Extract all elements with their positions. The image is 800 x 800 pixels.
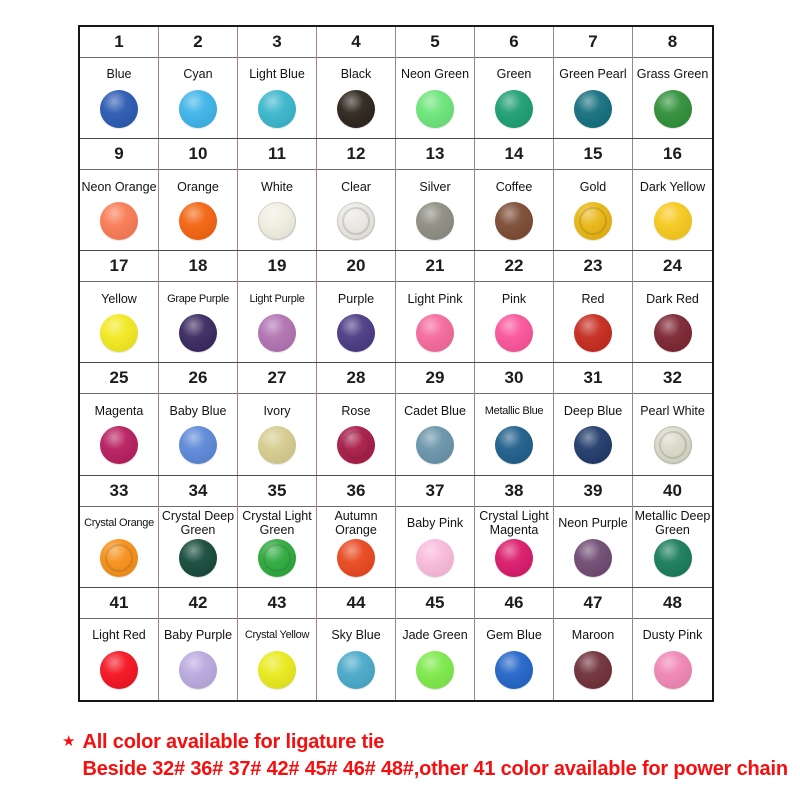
color-cell-46 bbox=[475, 588, 554, 700]
color-swatch bbox=[100, 539, 138, 577]
color-name: White bbox=[261, 179, 293, 194]
color-name: Cadet Blue bbox=[404, 403, 466, 418]
color-swatch bbox=[179, 314, 217, 352]
color-number: 38 bbox=[475, 476, 553, 507]
color-cell-28 bbox=[317, 363, 396, 474]
color-number: 33 bbox=[80, 476, 158, 507]
footer-line-1: All color available for ligature tie bbox=[82, 731, 385, 753]
color-swatch bbox=[495, 314, 533, 352]
color-name: Neon Orange bbox=[81, 179, 157, 194]
color-name: Orange bbox=[177, 179, 219, 194]
color-swatch bbox=[495, 651, 533, 689]
color-cell-7 bbox=[554, 27, 633, 138]
color-number: 30 bbox=[475, 363, 553, 394]
color-cell-content bbox=[238, 170, 316, 250]
color-cell-41 bbox=[80, 588, 159, 700]
color-name: Autumn Orange bbox=[334, 509, 378, 537]
color-swatch bbox=[179, 426, 217, 464]
color-name: Sky Blue bbox=[331, 628, 381, 643]
color-name: Crystal Orange bbox=[84, 516, 154, 529]
color-name: Green bbox=[496, 67, 532, 82]
color-cell-content bbox=[238, 619, 316, 700]
color-name: Metallic Deep Green bbox=[634, 509, 711, 537]
color-number: 40 bbox=[633, 476, 712, 507]
color-cell-6 bbox=[475, 27, 554, 138]
color-number: 12 bbox=[317, 139, 395, 170]
color-swatch bbox=[495, 539, 533, 577]
color-swatch bbox=[179, 202, 217, 240]
color-cell-43 bbox=[238, 588, 317, 700]
color-swatch bbox=[258, 651, 296, 689]
color-number: 26 bbox=[159, 363, 237, 394]
color-swatch bbox=[654, 539, 692, 577]
color-name: Purple bbox=[337, 291, 375, 306]
color-name: Jade Green bbox=[402, 628, 468, 643]
footer-note bbox=[62, 729, 788, 783]
color-name: Green Pearl bbox=[559, 67, 627, 82]
color-cell-27 bbox=[238, 363, 317, 474]
color-name: Maroon bbox=[571, 628, 615, 643]
color-number: 14 bbox=[475, 139, 553, 170]
color-cell-content bbox=[159, 170, 237, 250]
color-number: 47 bbox=[554, 588, 632, 619]
color-swatch bbox=[416, 426, 454, 464]
color-name: Magenta bbox=[94, 403, 144, 418]
color-cell-3 bbox=[238, 27, 317, 138]
color-cell-17 bbox=[80, 251, 159, 362]
color-number: 37 bbox=[396, 476, 474, 507]
color-swatch bbox=[416, 90, 454, 128]
color-cell-48 bbox=[633, 588, 712, 700]
color-name: Light Purple bbox=[249, 292, 305, 305]
color-cell-content bbox=[633, 507, 712, 587]
color-name: Dusty Pink bbox=[642, 628, 703, 643]
color-cell-content bbox=[159, 58, 237, 138]
color-cell-content bbox=[396, 170, 474, 250]
color-cell-content bbox=[317, 394, 395, 474]
color-number: 34 bbox=[159, 476, 237, 507]
color-cell-content bbox=[238, 394, 316, 474]
color-number: 1 bbox=[80, 27, 158, 58]
color-cell-40 bbox=[633, 476, 712, 587]
color-swatch bbox=[574, 426, 612, 464]
color-name: Gold bbox=[579, 179, 607, 194]
color-swatch bbox=[416, 314, 454, 352]
color-number: 9 bbox=[80, 139, 158, 170]
color-cell-22 bbox=[475, 251, 554, 362]
color-cell-content bbox=[475, 507, 553, 587]
color-cell-45 bbox=[396, 588, 475, 700]
color-cell-content bbox=[554, 619, 632, 700]
color-number: 27 bbox=[238, 363, 316, 394]
color-number: 3 bbox=[238, 27, 316, 58]
color-cell-31 bbox=[554, 363, 633, 474]
color-number: 19 bbox=[238, 251, 316, 282]
color-swatch bbox=[574, 539, 612, 577]
color-cell-30 bbox=[475, 363, 554, 474]
color-cell-content bbox=[554, 170, 632, 250]
color-swatch bbox=[654, 651, 692, 689]
color-swatch bbox=[258, 314, 296, 352]
color-name: Grass Green bbox=[636, 67, 709, 82]
color-name: Grape Purple bbox=[167, 292, 229, 305]
color-name: Dark Red bbox=[646, 291, 699, 306]
color-number: 2 bbox=[159, 27, 237, 58]
color-name: Rose bbox=[341, 403, 371, 418]
color-swatch bbox=[654, 314, 692, 352]
color-cell-content bbox=[80, 170, 158, 250]
footer-line-2: Beside 32# 36# 37# 42# 45# 46# 48#,other 41 color available for power chain bbox=[82, 758, 788, 780]
color-number: 20 bbox=[317, 251, 395, 282]
color-number: 35 bbox=[238, 476, 316, 507]
color-cell-25 bbox=[80, 363, 159, 474]
color-cell-content bbox=[633, 58, 712, 138]
color-cell-content bbox=[554, 394, 632, 474]
color-swatch bbox=[258, 426, 296, 464]
color-name: Light Blue bbox=[249, 67, 305, 82]
color-name: Crystal Light Magenta bbox=[479, 509, 549, 537]
color-swatch bbox=[416, 202, 454, 240]
color-grid bbox=[78, 25, 714, 702]
color-number: 25 bbox=[80, 363, 158, 394]
color-cell-content bbox=[633, 170, 712, 250]
color-cell-18 bbox=[159, 251, 238, 362]
color-swatch bbox=[258, 202, 296, 240]
color-cell-content bbox=[317, 507, 395, 587]
color-swatch bbox=[100, 426, 138, 464]
color-number: 41 bbox=[80, 588, 158, 619]
color-cell-content bbox=[633, 394, 712, 474]
color-name: Yellow bbox=[101, 291, 137, 306]
color-number: 31 bbox=[554, 363, 632, 394]
color-cell-content bbox=[396, 619, 474, 700]
color-cell-content bbox=[80, 58, 158, 138]
color-number: 46 bbox=[475, 588, 553, 619]
color-cell-content bbox=[80, 619, 158, 700]
color-cell-42 bbox=[159, 588, 238, 700]
color-name: Baby Purple bbox=[163, 628, 233, 643]
color-cell-33 bbox=[80, 476, 159, 587]
color-cell-1 bbox=[80, 27, 159, 138]
color-number: 44 bbox=[317, 588, 395, 619]
color-name: Dark Yellow bbox=[639, 179, 706, 194]
color-name: Neon Green bbox=[400, 67, 470, 82]
color-number: 13 bbox=[396, 139, 474, 170]
color-number: 5 bbox=[396, 27, 474, 58]
color-swatch bbox=[337, 90, 375, 128]
color-cell-content bbox=[396, 282, 474, 362]
color-cell-content bbox=[554, 58, 632, 138]
color-cell-content bbox=[238, 282, 316, 362]
color-cell-content bbox=[396, 394, 474, 474]
color-name: Clear bbox=[341, 179, 371, 194]
color-swatch bbox=[100, 90, 138, 128]
color-cell-content bbox=[633, 619, 712, 700]
color-name: Light Pink bbox=[407, 291, 463, 306]
color-name: Crystal Light Green bbox=[242, 509, 312, 537]
color-cell-content bbox=[554, 282, 632, 362]
color-swatch bbox=[654, 426, 692, 464]
color-number: 43 bbox=[238, 588, 316, 619]
star-icon: ★ bbox=[62, 733, 76, 750]
color-swatch bbox=[337, 202, 375, 240]
color-swatch bbox=[258, 90, 296, 128]
color-cell-content bbox=[317, 170, 395, 250]
color-cell-content bbox=[159, 394, 237, 474]
color-swatch bbox=[100, 651, 138, 689]
color-swatch bbox=[100, 202, 138, 240]
color-swatch bbox=[179, 90, 217, 128]
color-cell-content bbox=[317, 282, 395, 362]
color-name: Light Red bbox=[92, 628, 146, 643]
color-number: 45 bbox=[396, 588, 474, 619]
color-cell-37 bbox=[396, 476, 475, 587]
color-cell-44 bbox=[317, 588, 396, 700]
color-swatch bbox=[574, 314, 612, 352]
color-number: 15 bbox=[554, 139, 632, 170]
color-number: 28 bbox=[317, 363, 395, 394]
color-swatch bbox=[258, 539, 296, 577]
color-name: Black bbox=[340, 67, 372, 82]
color-name: Pink bbox=[501, 291, 527, 306]
color-number: 48 bbox=[633, 588, 712, 619]
color-number: 18 bbox=[159, 251, 237, 282]
color-cell-content bbox=[554, 507, 632, 587]
color-name: Metallic Blue bbox=[484, 404, 544, 417]
color-cell-21 bbox=[396, 251, 475, 362]
color-number: 10 bbox=[159, 139, 237, 170]
color-name: Silver bbox=[419, 179, 451, 194]
color-swatch bbox=[416, 539, 454, 577]
color-number: 36 bbox=[317, 476, 395, 507]
color-cell-36 bbox=[317, 476, 396, 587]
color-number: 7 bbox=[554, 27, 632, 58]
color-name: Neon Purple bbox=[558, 516, 628, 531]
color-cell-content bbox=[317, 619, 395, 700]
color-name: Gem Blue bbox=[486, 628, 542, 643]
color-cell-content bbox=[475, 58, 553, 138]
color-swatch bbox=[574, 651, 612, 689]
color-swatch bbox=[495, 90, 533, 128]
color-number: 32 bbox=[633, 363, 712, 394]
color-number: 11 bbox=[238, 139, 316, 170]
color-cell-content bbox=[475, 282, 553, 362]
color-row bbox=[80, 588, 712, 700]
color-cell-content bbox=[475, 170, 553, 250]
color-name: Baby Blue bbox=[169, 403, 227, 418]
color-cell-32 bbox=[633, 363, 712, 474]
color-row bbox=[80, 476, 712, 588]
color-number: 29 bbox=[396, 363, 474, 394]
color-cell-19 bbox=[238, 251, 317, 362]
color-swatch bbox=[179, 539, 217, 577]
color-cell-47 bbox=[554, 588, 633, 700]
color-cell-content bbox=[317, 58, 395, 138]
color-number: 8 bbox=[633, 27, 712, 58]
color-cell-38 bbox=[475, 476, 554, 587]
color-swatch bbox=[337, 539, 375, 577]
color-cell-24 bbox=[633, 251, 712, 362]
color-cell-content bbox=[396, 58, 474, 138]
color-number: 16 bbox=[633, 139, 712, 170]
color-name: Blue bbox=[106, 67, 132, 82]
color-name: Baby Pink bbox=[406, 516, 464, 531]
color-number: 22 bbox=[475, 251, 553, 282]
color-cell-16 bbox=[633, 139, 712, 250]
color-cell-35 bbox=[238, 476, 317, 587]
color-name: Red bbox=[581, 291, 605, 306]
color-cell-content bbox=[238, 507, 316, 587]
color-swatch bbox=[495, 426, 533, 464]
footer-text bbox=[82, 729, 787, 783]
color-swatch bbox=[337, 426, 375, 464]
color-swatch bbox=[337, 314, 375, 352]
color-row bbox=[80, 139, 712, 251]
color-cell-29 bbox=[396, 363, 475, 474]
color-swatch bbox=[574, 202, 612, 240]
color-number: 39 bbox=[554, 476, 632, 507]
color-swatch bbox=[337, 651, 375, 689]
color-cell-15 bbox=[554, 139, 633, 250]
color-cell-10 bbox=[159, 139, 238, 250]
color-number: 4 bbox=[317, 27, 395, 58]
color-name: Cyan bbox=[183, 67, 213, 82]
color-swatch bbox=[100, 314, 138, 352]
color-cell-content bbox=[396, 507, 474, 587]
color-cell-34 bbox=[159, 476, 238, 587]
color-cell-20 bbox=[317, 251, 396, 362]
color-name: Crystal Deep Green bbox=[161, 509, 235, 537]
color-cell-content bbox=[80, 507, 158, 587]
color-name: Deep Blue bbox=[563, 403, 623, 418]
color-cell-content bbox=[159, 619, 237, 700]
color-number: 21 bbox=[396, 251, 474, 282]
color-swatch bbox=[574, 90, 612, 128]
color-cell-content bbox=[475, 394, 553, 474]
color-cell-12 bbox=[317, 139, 396, 250]
color-swatch bbox=[416, 651, 454, 689]
color-number: 24 bbox=[633, 251, 712, 282]
color-cell-content bbox=[633, 282, 712, 362]
color-name: Pearl White bbox=[640, 403, 705, 418]
color-swatch bbox=[654, 90, 692, 128]
color-number: 6 bbox=[475, 27, 553, 58]
color-cell-5 bbox=[396, 27, 475, 138]
color-cell-4 bbox=[317, 27, 396, 138]
color-row bbox=[80, 363, 712, 475]
color-number: 17 bbox=[80, 251, 158, 282]
color-cell-11 bbox=[238, 139, 317, 250]
color-row bbox=[80, 27, 712, 139]
color-cell-content bbox=[238, 58, 316, 138]
color-cell-2 bbox=[159, 27, 238, 138]
color-cell-content bbox=[475, 619, 553, 700]
color-number: 42 bbox=[159, 588, 237, 619]
color-name: Crystal Yellow bbox=[244, 629, 310, 641]
color-cell-8 bbox=[633, 27, 712, 138]
color-number: 23 bbox=[554, 251, 632, 282]
color-cell-39 bbox=[554, 476, 633, 587]
color-cell-content bbox=[159, 282, 237, 362]
color-cell-13 bbox=[396, 139, 475, 250]
color-cell-14 bbox=[475, 139, 554, 250]
color-swatch bbox=[654, 202, 692, 240]
color-row bbox=[80, 251, 712, 363]
color-name: Ivory bbox=[263, 403, 291, 418]
color-name: Coffee bbox=[495, 179, 533, 194]
color-cell-content bbox=[80, 282, 158, 362]
color-cell-content bbox=[159, 507, 237, 587]
color-cell-9 bbox=[80, 139, 159, 250]
color-cell-content bbox=[80, 394, 158, 474]
color-swatch bbox=[495, 202, 533, 240]
color-swatch bbox=[179, 651, 217, 689]
color-cell-23 bbox=[554, 251, 633, 362]
color-cell-26 bbox=[159, 363, 238, 474]
